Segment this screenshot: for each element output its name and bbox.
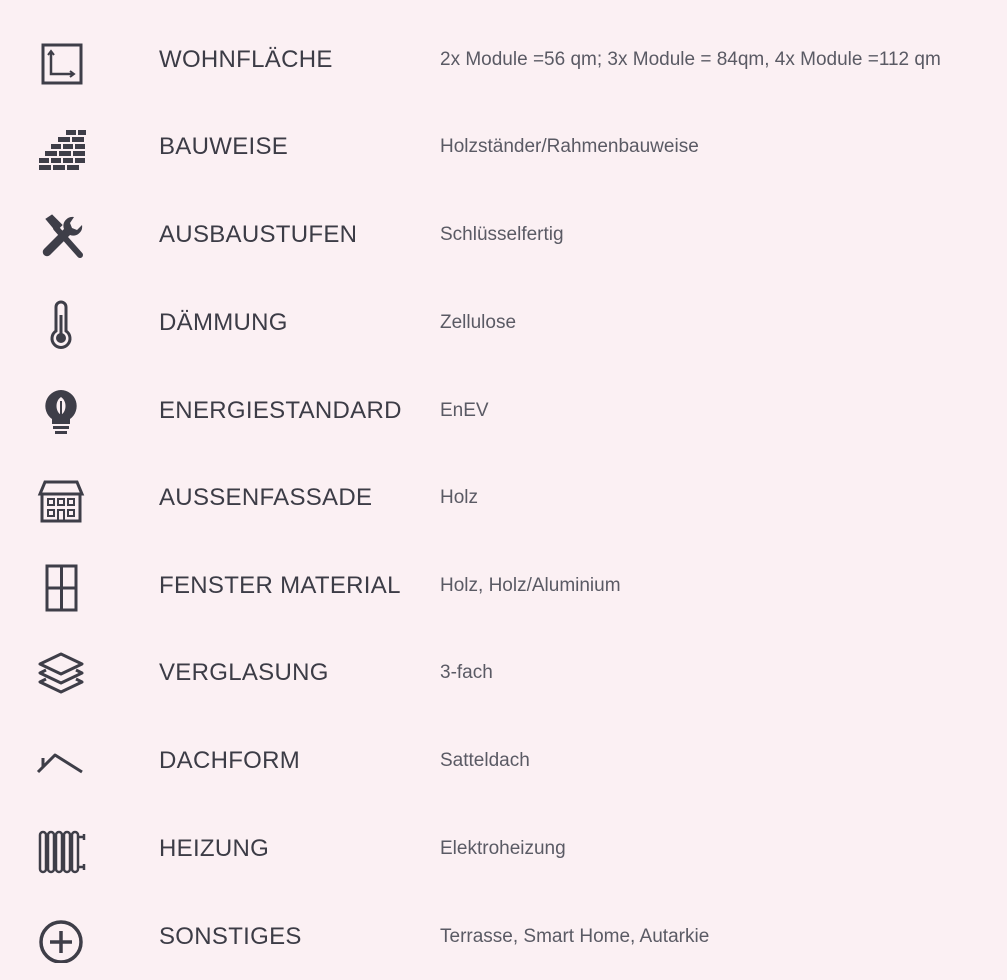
spec-value: Terrasse, Smart Home, Autarkie — [440, 926, 710, 947]
spec-row-daemmung — [0, 293, 1007, 353]
spec-row-aussenfassade — [0, 468, 1007, 528]
spec-value: Schlüsselfertig — [440, 224, 564, 245]
spec-label: AUSSENFASSADE — [159, 484, 373, 511]
spec-row-fenster-material — [0, 556, 1007, 616]
bricks-icon — [36, 123, 86, 173]
spec-row-verglasung — [0, 643, 1007, 703]
spec-label: HEIZUNG — [159, 835, 270, 862]
spec-label: WOHNFLÄCHE — [159, 46, 333, 73]
layers-icon — [36, 649, 86, 699]
thermometer-icon — [36, 299, 86, 349]
spec-row-energiestandard — [0, 381, 1007, 441]
spec-label: SONSTIGES — [159, 923, 302, 950]
spec-row-ausbaustufen — [0, 205, 1007, 265]
spec-value: 2x Module =56 qm; 3x Module = 84qm, 4x Module =112 qm — [440, 49, 941, 70]
spec-row-heizung — [0, 819, 1007, 879]
spec-value: EnEV — [440, 400, 489, 421]
area-icon — [36, 36, 86, 86]
spec-label: VERGLASUNG — [159, 659, 329, 686]
radiator-icon — [36, 825, 86, 875]
tools-icon — [36, 211, 86, 261]
plus-circle-icon — [36, 913, 86, 963]
spec-value: 3-fach — [440, 662, 493, 683]
spec-label: DACHFORM — [159, 747, 301, 774]
roof-icon — [36, 737, 86, 787]
spec-row-wohnflaeche — [0, 30, 1007, 90]
spec-value: Satteldach — [440, 750, 530, 771]
window-icon — [36, 562, 86, 612]
spec-row-sonstiges — [0, 907, 1007, 967]
spec-row-dachform — [0, 731, 1007, 791]
spec-value: Holz — [440, 487, 479, 508]
spec-value: Holz, Holz/Aluminium — [440, 575, 621, 596]
spec-label: DÄMMUNG — [159, 309, 288, 336]
spec-label: BAUWEISE — [159, 133, 289, 160]
spec-label: AUSBAUSTUFEN — [159, 221, 358, 248]
spec-row-bauweise — [0, 117, 1007, 177]
spec-value: Holzständer/Rahmenbauweise — [440, 136, 699, 157]
spec-value: Elektroheizung — [440, 838, 566, 859]
spec-value: Zellulose — [440, 312, 517, 333]
spec-label: ENERGIESTANDARD — [159, 397, 402, 424]
eco-bulb-icon — [36, 387, 86, 437]
building-facade-icon — [36, 474, 86, 524]
spec-label: FENSTER MATERIAL — [159, 572, 401, 599]
